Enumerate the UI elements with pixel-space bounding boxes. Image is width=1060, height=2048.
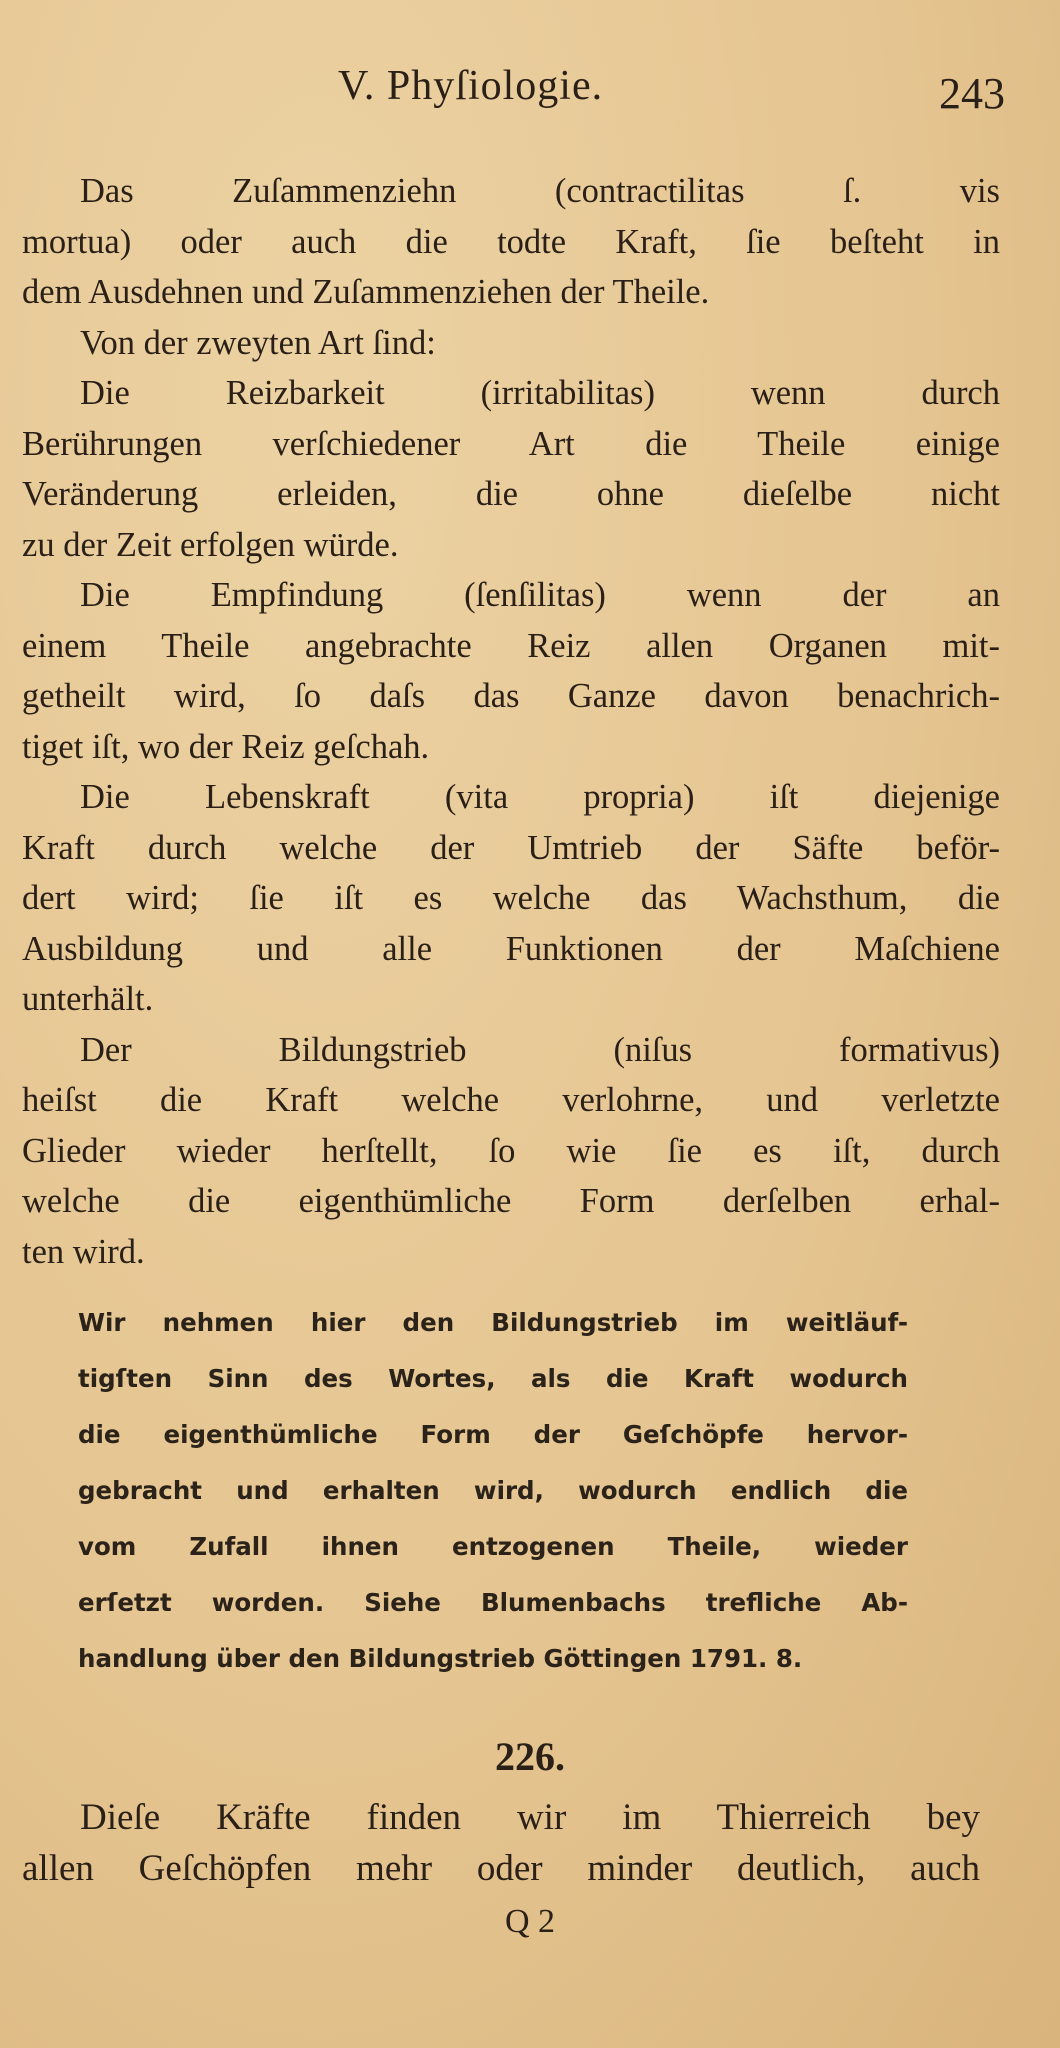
- text-line: Glieder wieder herſtellt, ſo wie ſie es iſt, durch: [22, 1131, 1000, 1170]
- text-line: Die Reizbarkeit (irritabilitas) wenn durch: [80, 374, 1000, 412]
- text-line: Kraft durch welche der Umtrieb der Säfte beför-: [22, 828, 1000, 867]
- note-line: erſetzt worden. Siehe Blumenbachs trefliche Ab-: [78, 1588, 908, 1617]
- section-number: 226.: [495, 1734, 565, 1779]
- paragraph-second-kind: [22, 318, 1000, 369]
- page-number: 243: [939, 69, 1005, 118]
- text-line: heiſst die Kraft welche verlohrne, und verletzte: [22, 1081, 1000, 1119]
- text-line: Ausbildung und alle Funktionen der Maſchiene: [22, 929, 1000, 968]
- text-line: Die Empfindung (ſenſilitas) wenn der an: [80, 576, 1000, 614]
- text-line: dem Ausdehnen und Zuſammenziehen der Theile.: [22, 273, 710, 311]
- note-line: gebracht und erhalten wird, wodurch endlich die: [78, 1476, 908, 1505]
- page-header: [0, 62, 1060, 132]
- note-line: vom Zufall ihnen entzogenen Theile, wieder: [78, 1532, 908, 1561]
- text-line: tiget iſt, wo der Reiz geſchah.: [22, 727, 430, 766]
- main-text: [22, 166, 1000, 1277]
- text-line: Das Zuſammenziehn (contractilitas ſ. vis: [80, 172, 1000, 210]
- closing-paragraph: [22, 1792, 980, 1894]
- note-line: die eigenthümliche Form der Geſchöpfe hervor-: [78, 1420, 908, 1449]
- text-line: Veränderung erleiden, die ohne dieſelbe nicht: [22, 475, 1000, 513]
- running-head: V. Phyſiologie.: [338, 63, 604, 109]
- text-line: mortua) oder auch die todte Kraft, ſie beſteht in: [22, 222, 1000, 261]
- signature-mark: Q 2: [504, 1903, 556, 1940]
- paragraph-sensibility: [22, 570, 1000, 772]
- footnote-block: [78, 1295, 908, 1687]
- text-line: Berührungen verſchiedener Art die Theile einige: [22, 424, 1000, 463]
- paragraph-contractility: [22, 166, 1000, 318]
- text-line: einem Theile angebrachte Reiz allen Organen mit-: [22, 626, 1000, 665]
- text-line: zu der Zeit erfolgen würde.: [22, 525, 399, 564]
- text-line: unterhält.: [22, 980, 154, 1018]
- text-line: allen Geſchöpfen mehr oder minder deutlich, auch: [22, 1848, 980, 1889]
- paragraph-formative-drive: [22, 1025, 1000, 1278]
- text-line: welche die eigenthümliche Form derſelben erhal-: [22, 1182, 1000, 1220]
- text-line: Von der zweyten Art ſind:: [80, 323, 436, 362]
- paragraph-life-force: [22, 772, 1000, 1025]
- text-line: ten wird.: [22, 1232, 145, 1271]
- text-line: Der Bildungstrieb (niſus formativus): [80, 1030, 1000, 1069]
- text-line: dert wird; ſie iſt es welche das Wachsthum, die: [22, 879, 1000, 917]
- note-line: Wir nehmen hier den Bildungstrieb im weitläuf-: [78, 1308, 908, 1337]
- paragraph-irritability: [22, 368, 1000, 570]
- text-line: Die Lebenskraft (vita propria) iſt diejenige: [80, 778, 1000, 816]
- text-line: getheilt wird, ſo daſs das Ganze davon benachrich-: [22, 677, 1000, 715]
- note-line: tigſten Sinn des Wortes, als die Kraft wodurch: [78, 1364, 908, 1393]
- note-line: handlung über den Bildungstrieb Göttingen 1791. 8.: [78, 1644, 803, 1673]
- text-line: Dieſe Kräfte finden wir im Thierreich bey: [80, 1797, 980, 1838]
